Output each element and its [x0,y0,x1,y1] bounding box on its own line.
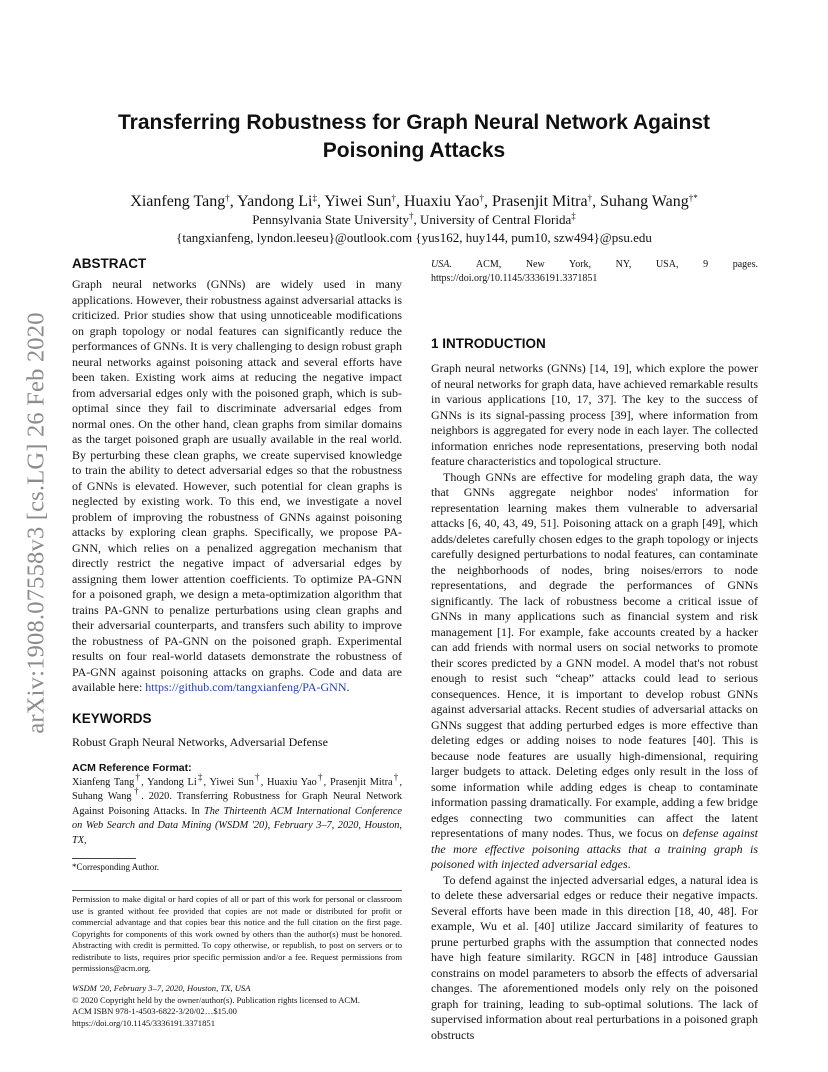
left-column [72,255,402,1029]
author: Huaxiu Yao [403,193,480,210]
keywords-text: Robust Graph Neural Networks, Adversarial Defense [72,734,328,749]
venue-name: The Thirteenth ACM International Conference on Web Search and Data Mining (WSDM '20), February 3–7, 2020, Houston, TX, [72,805,402,846]
author-emails: {tangxianfeng, lyndon.leeseu}@outlook.com {yus162, huy144, pum10, szw494}@psu.edu [176,230,652,245]
intro-emphasis: defense against the more effective poisoning attacks that a training graph is poisoned with injected adversarial edges [431,826,758,871]
intro-paragraph-2: Though GNNs are effective for modeling graph data, the way that GNNs aggregate neighbor nodes' information for representation learning makes them vulnerable to adversarial attacks [6, 40, 43, 49, 51]. Poisoning attack on a graph [49], which adds/deletes carefully chosen edges to the graph topology or injects carefully designed perturbations to nodal features, can contaminate the neighborhoods of nodes, bring noises/errors to node representations, and degrade the performances of GNNs significantly. The lack of robustness become a critical issue of GNNs in many applications such as financial system and risk management [1]. For example, fake accounts created by a hacker can add friends with normal users on social networks to promote their scores predicted by a GNN model. A model that's not robust enough to resist such “cheap” attacks could lead to serious consequences. Hence, it is important to develop robust GNNs against adversarial attacks. Recent studies of adversarial attacks on GNNs suggest that adding perturbed edges is more effective than deleting edges or adding noises to node features [40]. This is because node features are usually high-dimensional, requiring larger budgets to attack. Deleting edges only result in the loss of some information while adding edges is cheap to contaminate information passing dramatically. For example, adding a few bridge edges connecting two communities can affect the latent representations of many nodes. Thus, we focus on defense against the more effective poisoning attacks that a training graph is poisoned with injected adversarial edges. [431,469,758,871]
copyright-line: © 2020 Copyright held by the owner/author(s). Publication rights licensed to ACM. [72,994,360,1005]
arxiv-stamp [19,283,55,763]
affiliation-mark: †* [688,193,698,203]
doi-line[interactable]: https://doi.org/10.1145/3336191.3371851 [72,1017,215,1028]
affiliation-mark: ‡ [312,193,317,203]
intro-paragraph-3: To defend against the injected adversarial edges, a natural idea is to delete these adversarial edges or reduce their negative impacts. Several efforts have been made in this direction [18, 40, 48]. For example, Wu et al. [40] utilize Jaccard similarity of features to prune perturbed graphs with the assumption that connected nodes have high feature similarity. RGCN in [48] introduce Gaussian constrains on model parameters to absorb the effects of adversarial changes. The aforementioned models only rely on the poisoned graph for training, leading to sub-optimal solutions. The lack of supervised information about real perturbations in a poisoned graph obstructs [431,872,758,1042]
affiliation-mark: † [479,193,485,203]
author: Prasenjit Mitra [492,193,588,210]
intro-paragraph-1: Graph neural networks (GNNs) [14, 19], which explore the power of neural networks for graph data, have achieved remarkable results in various applications [10, 17, 37]. The key to the success of GNNs is its signal-passing process [39], where information from neighbors is aggregated for every node in each layer. The collected information enriches node representations, preserving both nodal feature characteristics and topological structure. [431,361,758,468]
acm-reference-heading: ACM Reference Format: [72,761,192,774]
conference-line: WSDM '20, February 3–7, 2020, Houston, TX, USA [72,983,251,994]
permission-notice: Permission to make digital or hard copies of all or part of this work for personal or classroom use is granted without fee provided that copies are not made or distributed for profit or commercial advantage and that copies bear this notice and the full citation on the first page. Copyrights for components of this work owned by others than the author(s) must be honored. Abstracting with credit is permitted. To copy otherwise, or republish, to post on servers or to redistribute to lists, requires prior specific permission and/or a fee. Request permissions from permissions@acm.org. [72,894,402,973]
isbn-line: ACM ISBN 978-1-4503-6822-3/20/02…$15.00 [72,1006,237,1017]
author: Yandong Li [237,193,313,210]
author-list: Xianfeng Tang†, Yandong Li‡, Yiwei Sun†, Huaxiu Yao†, Prasenjit Mitra†, Suhang Wang†* [130,193,698,210]
author: Yiwei Sun [324,193,392,210]
right-column [431,255,758,1043]
abstract-heading: ABSTRACT [72,256,147,271]
title-line-1: Transferring Robustness for Graph Neural Network Against [118,111,710,134]
title-line-2: Poisoning Attacks [322,139,506,162]
permission-divider [72,890,402,891]
affiliation-mark: † [391,193,396,203]
author: Suhang Wang [600,193,689,210]
introduction-heading: 1 INTRODUCTION [431,336,546,351]
affiliations: Pennsylvania State University†, University of Central Florida‡ [252,211,576,227]
code-link[interactable]: https://github.com/tangxianfeng/PA-GNN [145,680,347,694]
author: Xianfeng Tang [130,193,226,210]
keywords-heading: KEYWORDS [72,710,152,726]
acm-reference-body: Xianfeng Tang†, Yandong Li‡, Yiwei Sun†, Huaxiu Yao†, Prasenjit Mitra†, Suhang Wang†. 2020. Transferring Robustness for Graph Neural Network Against Poisoning Attacks. In The Thirteenth ACM International Conference on Web Search and Data Mining (WSDM '20), February 3–7, 2020, Houston, TX, [72,771,403,846]
footnote-divider [72,858,136,859]
corresponding-author-note: *Corresponding Author. [72,862,159,872]
paper-title [60,109,768,165]
acm-reference-continued: USA. ACM, New York, NY, USA, 9 pages. https://doi.org/10.1145/3336191.3371851 [431,259,758,284]
affiliation-mark: † [225,193,230,203]
abstract-body: Graph neural networks (GNNs) are widely used in many applications. However, their robustness against adversarial attacks is criticized. Prior studies show that using unnoticeable modifications on graph topology or nodal features can significantly reduce the performances of GNNs. It is very challenging to design robust graph neural networks against poisoning attack and several efforts have been taken. Existing work aims at reducing the negative impact from adversarial edges only with the poisoned graph, which is sub-optimal since they fail to discriminate adversarial edges from normal ones. On the other hand, clean graphs from similar domains as the target poisoned graph are usually available in the real world. By perturbing these clean graphs, we create supervised knowledge to train the ability to detect adversarial edges so that the robustness of GNNs is elevated. However, such potential for clean graphs is neglected by existing work. To this end, we investigate a novel problem of improving the robustness of GNNs against poisoning attacks by exploring clean graphs. Specifically, we propose PA-GNN, which relies on a penalized aggregation mechanism that directly restrict the negative impact of adversarial edges by assigning them lower attention coefficients. To optimize PA-GNN for a poisoned graph, we design a meta-optimization algorithm that trains PA-GNN to penalize perturbations using clean graphs and their adversarial counterparts, and transfers such ability to improve the robustness of PA-GNN on the poisoned graph. Experimental results on four real-world datasets demonstrate the robustness of PA-GNN against poisoning attacks on graphs. Code and data are available here: https://github.com/tangxianfeng/PA-GNN. [72,277,402,694]
arxiv-identifier: arXiv:1908.07558v3 [cs.LG] 26 Feb 2020 [23,312,51,734]
affiliation-mark: † [587,193,593,203]
